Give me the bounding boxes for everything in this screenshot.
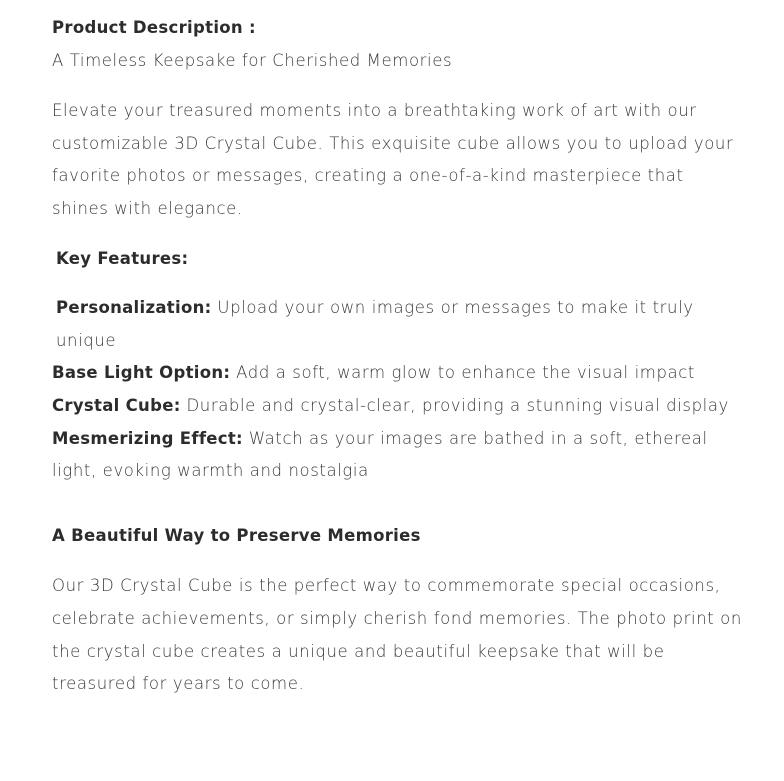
feature-label: Mesmerizing Effect: xyxy=(52,428,243,448)
feature-text: Watch as your images are bathed in a soft, ethereal light, evoking warmth and nostalgia xyxy=(52,428,708,481)
preserve-memories-heading: A Beautiful Way to Preserve Memories xyxy=(52,525,421,545)
feature-label: Base Light Option: xyxy=(52,363,231,383)
feature-item-base-light xyxy=(52,357,742,390)
product-intro-paragraph: Elevate your treasured moments into a breathtaking work of art with our customizable 3D Crystal Cube. This exquisite cube allows you to upload your favorite photos or messages, creating a one-of-a-kind masterpiece that shines with elegance. xyxy=(52,101,734,218)
feature-text: Add a soft, warm glow to enhance the visual impact xyxy=(236,363,695,383)
preserve-memories-paragraph: Our 3D Crystal Cube is the perfect way to commemorate special occasions, celebrate achievements, or simply cherish fond memories. The photo print on the crystal cube creates a unique and beautiful keepsake that will be treasured for years to come. xyxy=(52,576,742,694)
feature-item-personalization xyxy=(52,292,742,357)
product-description-subheading: A Timeless Keepsake for Cherished Memories xyxy=(52,50,453,70)
feature-text: Upload your own images or messages to make it truly unique xyxy=(56,298,694,350)
feature-text: Durable and crystal-clear, providing a stunning visual display xyxy=(186,395,729,415)
feature-item-mesmerizing-effect xyxy=(52,423,742,488)
product-description-section xyxy=(52,12,742,701)
feature-item-crystal-cube xyxy=(52,390,742,423)
key-features-heading: Key Features: xyxy=(56,248,189,268)
product-description-heading: Product Description : xyxy=(52,18,256,37)
feature-label: Crystal Cube: xyxy=(52,395,181,415)
feature-label: Personalization: xyxy=(56,298,212,318)
key-features-list xyxy=(52,292,742,488)
